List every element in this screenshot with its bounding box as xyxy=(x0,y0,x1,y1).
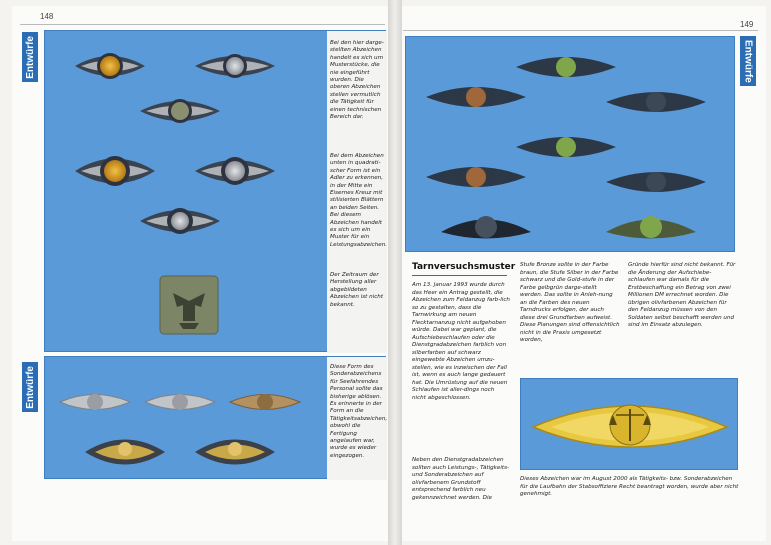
caption-prototype-badges: Bei den hier darge-stellten Abzeichen handelt es sich um Musterstücke, die nie eingeführt wurden. Die oberen Abzeichen stellen vermutlich die Tätigkeit für einen technischen Bereich dar. xyxy=(330,40,384,121)
caption-naval-badge: Diese Form des Sonderabzeichens für Seefahrendes Personal sollte das bisherige ablösen. Es erinnerte in der Form an die Tätigkeitsabzeichen, obwohl die Fertigung angelaufen war, wurde es wieder eingezogen. xyxy=(330,364,388,459)
badge-gold-wheel-1 xyxy=(75,53,145,79)
camo-badge-dark-1 xyxy=(606,92,706,112)
heading-underline xyxy=(412,275,507,276)
badge-bronze-wheel xyxy=(140,99,220,123)
naval-badge-gold-2 xyxy=(195,440,275,465)
article-column-1-continued: Neben den Dienstgradabzeichen sollten auch Leistungs-, Tätigkeits- und Sonderabzeichen auf olivfarbenem Grundstoff entsprechend farblich neu gekennzeichnet werden. Die xyxy=(412,457,510,501)
justice-badge-caption: Dieses Abzeichen war im August 2000 als Tätigkeits- bzw. Sonderabzeichen für die Laufbahn der Stabsoffiziere Recht beantragt worden, wurde aber nicht genehmigt. xyxy=(520,476,739,497)
naval-badge-gold-1 xyxy=(85,440,165,465)
naval-badge-bronze xyxy=(230,394,300,410)
left-header-rule xyxy=(20,24,385,25)
camo-badge-dark-2 xyxy=(606,172,706,192)
camo-badge-green-plain xyxy=(516,137,616,157)
badge-silver-wheel-3 xyxy=(140,208,220,234)
article-column-2: Stufe Bronze sollte in der Farbe braun, die Stufe Silber in der Farbe schwarz und die Gold-stufe in der Farbe gelbgrün darge-stellt werden. Das sollte in Anleh-nung an die Farben des neuen Tarndrucks erfolgen, der auch diese drei Grundfarben aufweist. Diese Planungen sind offensichtlich nicht in die Praxis umgesetzt worden, xyxy=(520,262,620,343)
camouflage-badges-photo xyxy=(406,37,736,253)
left-side-tab-top xyxy=(22,32,38,82)
left-page-number: 148 xyxy=(40,12,54,21)
badge-silver-wheel-1 xyxy=(195,54,275,78)
left-side-tab-top-label: Entwürfe xyxy=(24,35,36,79)
parachute-wings-black xyxy=(441,216,531,239)
article-heading: Tarnversuchsmuster xyxy=(412,262,516,272)
article-column-1: Am 13. Januar 1993 wurde durch das Heer ein Antrag gestellt, die Abzeichen zum Feldanzug farb-lich so zu gestalten, dass die Tarnwirkung am neuen Flecktarnanzug nicht aufgehoben würde. Dabei war geplant, die Aufschiebeschlaufen oder die Dienstgradabzeichen farblich von silberfarben auf schwarz eingewebte Abzeichen umzu-stellen, wie es inzwischen der Fall ist, wenn es auch lange gedauert hat. Die Umrüstung auf die neuen Schlaufen ist aller-dings noch nicht abgeschlossen. xyxy=(412,282,510,401)
right-bottom-photo-panel xyxy=(520,378,738,470)
right-header-rule xyxy=(403,30,758,31)
technical-badges-photo xyxy=(45,31,325,353)
right-page-number: 149 xyxy=(740,20,754,29)
left-side-tab-bottom-label: Entwürfe xyxy=(24,365,36,409)
caption-square-badge: Bei dem Abzeichen unten in quadrati-scher Form ist ein Adler zu erkennen, in der Mitte ein Eisernes Kreuz mit stilisierten Blättern an beiden Seiten. Bei diesem Abzeichen handelt es sich um ein Muster für ein Leistungsabzeichen. xyxy=(330,153,388,248)
parachute-wings-green xyxy=(606,216,696,239)
justice-badge-photo xyxy=(521,379,739,471)
naval-badge-silver-2 xyxy=(145,394,215,410)
square-eagle-patch xyxy=(160,276,218,334)
naval-badge-silver-1 xyxy=(60,394,130,410)
article-column-3: Gründe hierfür sind nicht bekannt. Für die Änderung der Aufschiebe-schlaufen war damals für die Erstbeschaffung ein Betrag von zwei Millionen DM errechnet worden. Die übrigen olivfarbenen Abzeichen für den Feldanzug müssen von den Soldaten selbst beschafft werden und sind im Einsatz abzulegen. xyxy=(628,262,736,328)
naval-badges-photo xyxy=(45,357,325,480)
right-side-tab xyxy=(740,36,756,86)
right-top-photo-panel xyxy=(405,36,735,252)
badge-silver-wheel-2 xyxy=(195,157,275,185)
left-side-tab-bottom xyxy=(22,362,38,412)
camo-badge-brown-crossed xyxy=(426,87,526,107)
right-side-tab-label: Entwürfe xyxy=(742,39,754,83)
book-gutter xyxy=(388,0,402,545)
camo-badge-brown-plain xyxy=(426,167,526,187)
badge-gold-wheel-2 xyxy=(75,156,155,186)
camo-badge-green-crossed xyxy=(516,57,616,77)
caption-production-period: Der Zeitraum der Herstellung aller abgebildeten Abzeichen ist nicht bekannt. xyxy=(330,272,384,308)
